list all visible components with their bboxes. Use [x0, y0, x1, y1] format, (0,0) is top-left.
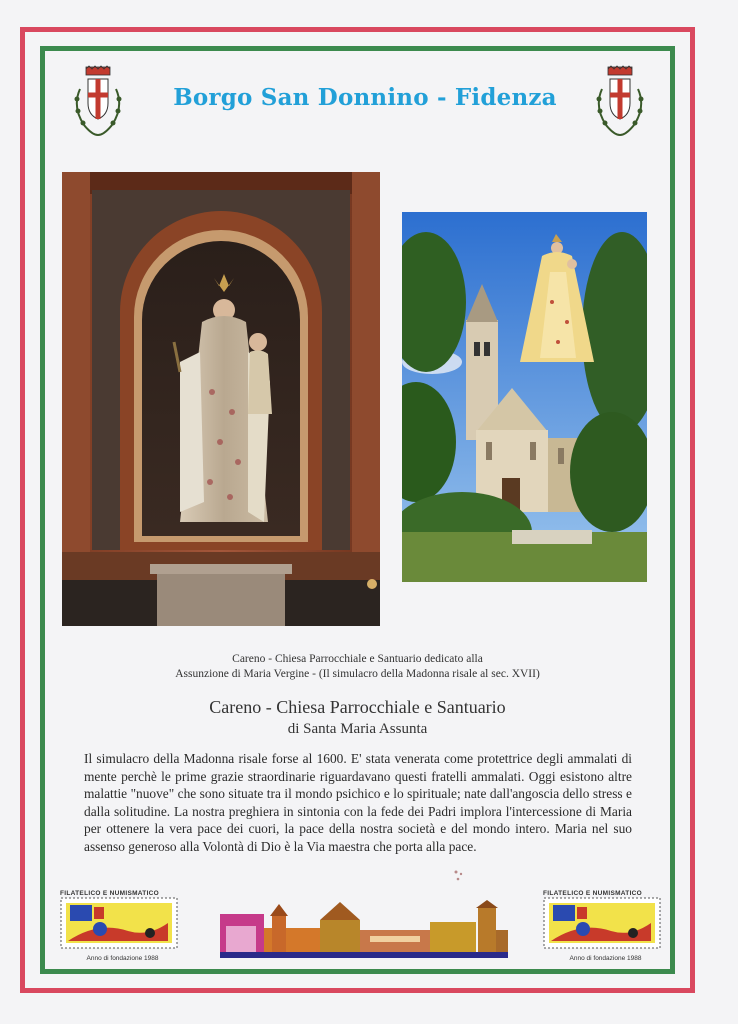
- postage-stamp-icon: [543, 897, 661, 949]
- church-photo: [402, 212, 647, 582]
- heading-title: Careno - Chiesa Parrocchiale e Santuario: [209, 697, 506, 717]
- stamp-year: Anno di fondazione 1988: [569, 955, 642, 962]
- body-paragraph: Il simulacro della Madonna risale forse al 1600. E' stata venerata come protettrice degli ammalati di mente perchè le prime grazie straordinarie riguardavano questi fratelli ammalati. Oggi esistono altre malattie "nuove" che sono situate tra il mondo psichico e lo spirituale; nate dall'angoscia dello stress e dalla solitudine. La nostra preghiera in sintonia con la fede dei Padri implora l'intercessione di Maria per ottenere la vera pace dei cuori, la pace della nostra società e del mondo intero. Maria nel suo assenso generoso alla Volontà di Dio è la Via maestra che porta alla pace.: [84, 751, 632, 854]
- stamp-label: FILATELICO E NUMISMATICO: [60, 890, 160, 897]
- stamp-right: [543, 890, 668, 962]
- stamp-label: FILATELICO E NUMISMATICO: [543, 890, 643, 897]
- postage-stamp-icon: [60, 897, 178, 949]
- caption-line: Careno - Chiesa Parrocchiale e Santuario dedicato alla: [232, 653, 483, 665]
- city-crest-icon: [68, 65, 128, 143]
- page-title: Borgo San Donnino - Fidenza: [173, 84, 557, 111]
- smudge-mark: [452, 868, 466, 884]
- city-crest-icon: [590, 65, 650, 143]
- stamp-year: Anno di fondazione 1988: [86, 955, 159, 962]
- stamp-left: [60, 890, 185, 962]
- caption-line: Assunzione di Maria Vergine - (Il simulacro della Madonna risale al sec. XVII): [175, 668, 540, 680]
- section-heading: [110, 696, 605, 740]
- heading-subtitle: di Santa Maria Assunta: [287, 721, 428, 737]
- photo-caption: [120, 652, 595, 682]
- town-skyline-icon: [220, 900, 508, 958]
- madonna-statue-photo: [62, 172, 380, 626]
